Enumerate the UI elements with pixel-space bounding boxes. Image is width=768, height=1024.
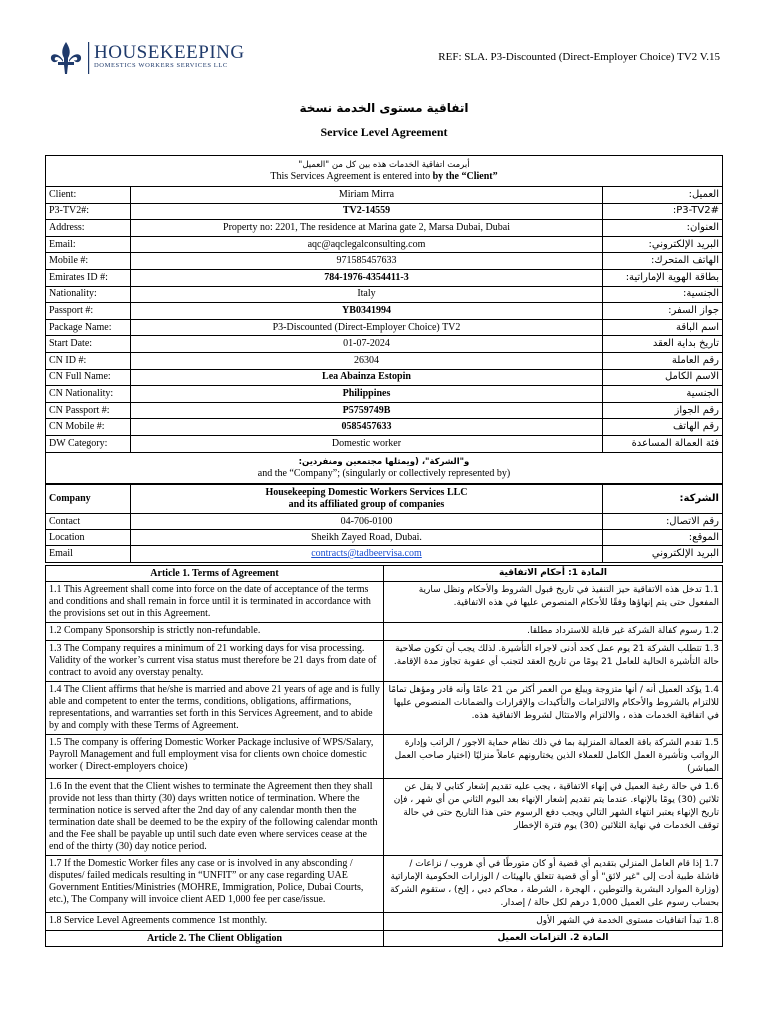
company-detail-row: [46, 530, 723, 546]
company-intro-arabic: و"الشركة"، (ويمثلها مجتمعين ومنفردين:: [298, 456, 470, 467]
field-label-arabic: البريد الإلكتروني:: [603, 236, 723, 253]
field-value: Property no: 2201, The residence at Marina gate 2, Marsa Dubai, Dubai: [131, 220, 603, 237]
company-field-value: [131, 546, 603, 562]
clause-text-arabic: 1.2 رسوم كفالة الشركة غير قابلة للاسترداد مطلقا.: [384, 623, 723, 641]
document-reference: REF: SLA. P3-Discounted (Direct-Employer Choice) TV2 V.15: [438, 51, 720, 63]
field-label-arabic: بطاقة الهوية الإماراتية:: [603, 269, 723, 286]
company-label: Company: [46, 485, 131, 514]
company-intro-english: and the “Company”; (singularly or collectively represented by): [257, 467, 511, 479]
clause-text: 1.6 In the event that the Client wishes to terminate the Agreement then they shall provide not less than thirty (30) days written notice of termination. Where the termination notice is served after the 2nd day of any calendar month then the termination date shall be deemed to be the expiry of the following calendar month and the Fee shall be payable up until such date even where services cease at the end of the thirty (30) day notice period.: [46, 779, 384, 856]
client-detail-row: [46, 435, 723, 452]
client-detail-row: [46, 386, 723, 403]
field-label: CN Mobile #:: [46, 419, 131, 436]
clause-text-arabic: 1.4 يؤكد العميل أنه / أنها متزوجة ويبلغ من العمر أكثر من 21 عامًا وأنه قادر ومؤهل تمامًا للالتزام بالشروط والأحكام والالتزامات والتأكيدات والإقرارات والضمانات المنصوص عليها في اتفاقية الخدمات هذه ، والالتزام والامتثال لشروط الاتفاقية هذه.: [384, 682, 723, 735]
client-detail-row: [46, 269, 723, 286]
field-label-arabic: الجنسية:: [603, 286, 723, 303]
clause-text: 1.1 This Agreement shall come into force on the date of acceptance of the terms and conditions and shall remain in force until it is terminated in accordance with the provisions set out in this Agreement.: [46, 582, 384, 623]
field-label-arabic: العنوان:: [603, 220, 723, 237]
client-detail-row: [46, 369, 723, 386]
company-field-value: Sheikh Zayed Road, Dubai.: [131, 530, 603, 546]
company-name-cell: [131, 485, 603, 514]
field-label: DW Category:: [46, 435, 131, 452]
client-detail-row: [46, 253, 723, 270]
clause-row: [46, 735, 723, 779]
field-label: Client:: [46, 187, 131, 204]
field-label: Emirates ID #:: [46, 269, 131, 286]
field-label-arabic: P3-TV2#:: [603, 203, 723, 220]
field-label: Nationality:: [46, 286, 131, 303]
company-details-table: [45, 484, 723, 563]
clause-row: [46, 682, 723, 735]
title-arabic: اتفاقية مستوى الخدمة نسخة: [299, 101, 469, 115]
client-detail-row: [46, 187, 723, 204]
field-value: aqc@aqclegalconsulting.com: [131, 236, 603, 253]
company-affiliates: and its affiliated group of companies: [288, 499, 445, 510]
company-field-label: Email: [46, 546, 131, 562]
field-label-arabic: الاسم الكامل: [603, 369, 723, 386]
field-value: TV2-14559: [131, 203, 603, 220]
company-field-label: Contact: [46, 514, 131, 530]
field-value: 26304: [131, 352, 603, 369]
field-value: Philippines: [131, 386, 603, 403]
client-detail-row: [46, 236, 723, 253]
field-label-arabic: اسم الباقة: [603, 319, 723, 336]
field-label: CN ID #:: [46, 352, 131, 369]
field-value: P5759749B: [131, 402, 603, 419]
company-email-link[interactable]: contracts@tadbeervisa.com: [311, 547, 422, 559]
clause-text-arabic: 1.6 في حالة رغبة العميل في إنهاء الاتفاقية ، يجب عليه تقديم إشعار كتابي لا يقل عن ثلاثين (30) يومًا بالإنهاء. عندما يتم تقديم إشعار الإنهاء بعد اليوم الثاني من أي شهر ، فإن تاريخ الإنهاء يعتبر انتهاء الشهر التالي ويجب دفع الرسوم حتى هذا التاريخ حتى في حالة توقف الخدمات في نهاية الثلاثين (30) يوم فترة الإخطار: [384, 779, 723, 856]
client-detail-row: [46, 319, 723, 336]
article-2-heading: Article 2. The Client Obligation: [46, 931, 384, 947]
company-field-value: 04-706-0100: [131, 514, 603, 530]
field-value: YB0341994: [131, 303, 603, 320]
clause-text-arabic: 1.3 تتطلب الشركة 21 يوم عمل كحد أدنى لاجراء التأشيرة. لذلك يجب أن تكون صلاحية حالة التأشيرة الحالية للعامل 21 يومًا من تاريخ العقد لتجنب أي عقوبة تجاوز مدة الإقامة.: [384, 641, 723, 682]
field-value: P3-Discounted (Direct-Employer Choice) TV2: [131, 319, 603, 336]
client-detail-row: [46, 336, 723, 353]
field-value: 971585457633: [131, 253, 603, 270]
title-english: Service Level Agreement: [320, 125, 448, 139]
clause-row: [46, 641, 723, 682]
field-label: Email:: [46, 236, 131, 253]
field-label: P3-TV2#:: [46, 203, 131, 220]
logo-subtitle: DOMESTICS WORKERS SERVICES LLC: [94, 62, 228, 69]
field-value: Miriam Mirra: [131, 187, 603, 204]
client-intro-cell: [46, 156, 723, 187]
field-label-arabic: تاريخ بداية العقد: [603, 336, 723, 353]
terms-table: [45, 565, 723, 947]
field-value: Domestic worker: [131, 435, 603, 452]
clause-text-arabic: 1.1 تدخل هذه الاتفاقية حيز التنفيذ في تاريخ قبول الشروط والأحكام وتظل سارية المفعول حتى يتم إنهاؤها وفقًا للأحكام المنصوص عليها في هذه الاتفاقية.: [384, 582, 723, 623]
logo-name: HOUSEKEEPING: [94, 42, 245, 63]
field-value: 784-1976-4354411-3: [131, 269, 603, 286]
client-detail-row: [46, 352, 723, 369]
field-value: Lea Abainza Estopin: [131, 369, 603, 386]
field-label: CN Passport #:: [46, 402, 131, 419]
client-detail-row: [46, 220, 723, 237]
field-value: Italy: [131, 286, 603, 303]
company-field-label-arabic: البريد الإلكتروني: [603, 546, 723, 562]
field-label-arabic: رقم الهاتف: [603, 419, 723, 436]
field-label-arabic: رقم العاملة: [603, 352, 723, 369]
client-intro-text: This Services Agreement is entered into: [270, 171, 433, 182]
client-intro-english: [49, 171, 719, 183]
page-header: [0, 0, 768, 80]
field-value: 0585457633: [131, 419, 603, 436]
clause-text: 1.2 Company Sponsorship is strictly non-refundable.: [46, 623, 384, 641]
fleur-de-lis-icon: [46, 40, 90, 76]
field-label: Passport #:: [46, 303, 131, 320]
company-detail-row: [46, 514, 723, 530]
clause-row: [46, 913, 723, 931]
clause-text: 1.4 The Client affirms that he/she is married and above 21 years of age and is fully able and competent to enter the terms, conditions, obligations, affirmations, representations, and warranties set forth in this Services Agreement, and to abide by and comply with these Terms of Agreement.: [46, 682, 384, 735]
client-details-table: [45, 155, 723, 484]
field-label: CN Full Name:: [46, 369, 131, 386]
clause-row: [46, 623, 723, 641]
company-intro-cell: [46, 452, 723, 483]
clause-text: 1.7 If the Domestic Worker files any case or is involved in any absconding / disputes/ failed medicals resulting in “UNFIT” or any case regarding UAE Government Entities/Ministries (MOHRE, Immigration, Police, Dubai Courts, etc.), The Company will invoice client AED 1,000 fee per case/issue.: [46, 856, 384, 913]
clause-row: [46, 779, 723, 856]
client-intro-bold: by the “Client”: [432, 171, 498, 182]
clause-row: [46, 582, 723, 623]
field-label: Package Name:: [46, 319, 131, 336]
field-label-arabic: العميل:: [603, 187, 723, 204]
clause-text: 1.3 The Company requires a minimum of 21 working days for visa processing. Validity of the worker’s current visa status must therefore be 21 days from date of contract to avoid any overstay penalty.: [46, 641, 384, 682]
clause-text-arabic: 1.7 إذا قام العامل المنزلي بتقديم أي قضية أو كان متورطًا في أي هروب / نزاعات / فاشلة طبية أدت إلى "غير لائق" أو أي قضية تتعلق بالهيئات / الوزارات الحكومية الإماراتية (وزارة الموارد البشرية والتوطين ، الهجرة ، الشرطة ، محاكم دبي ، إلخ) ، ستقوم الشركة بحساب رسوم على العميل 1,000 درهم لكل حالة / إصدار.: [384, 856, 723, 913]
clause-text-arabic: 1.5 تقدم الشركة باقة العمالة المنزلية بما في ذلك نظام حماية الاجور / الراتب وإدارة الرواتب وتأشيرة العمل الكامل للعملاء الذين يختارونهم عاملاً منزليًا (اختيار صاحب العمل المباشر): [384, 735, 723, 779]
field-label: Mobile #:: [46, 253, 131, 270]
field-label-arabic: رقم الجواز: [603, 402, 723, 419]
field-value: 01-07-2024: [131, 336, 603, 353]
company-label-arabic: الشركة:: [603, 485, 723, 514]
client-intro-arabic: أبرمت اتفاقية الخدمات هذه بين كل من "العميل": [298, 160, 470, 170]
company-detail-row: [46, 546, 723, 562]
client-detail-row: [46, 286, 723, 303]
client-detail-row: [46, 303, 723, 320]
company-field-label: Location: [46, 530, 131, 546]
field-label: Start Date:: [46, 336, 131, 353]
clause-text: 1.5 The company is offering Domestic Worker Package inclusive of WPS/Salary, Payroll Management and full employment visa for clients own choice domestic worker ( Direct-employers choice): [46, 735, 384, 779]
company-field-label-arabic: الموقع:: [603, 530, 723, 546]
article-1-heading-arabic: المادة 1: أحكام الاتفاقية: [384, 566, 723, 582]
client-detail-row: [46, 203, 723, 220]
field-label: Address:: [46, 220, 131, 237]
field-label-arabic: جواز السفر:: [603, 303, 723, 320]
article-2-heading-arabic: المادة 2. التزامات العميل: [384, 931, 723, 947]
clause-text: 1.8 Service Level Agreements commence 1st monthly.: [46, 913, 384, 931]
field-label: CN Nationality:: [46, 386, 131, 403]
client-detail-row: [46, 402, 723, 419]
field-label-arabic: الجنسية: [603, 386, 723, 403]
client-detail-row: [46, 419, 723, 436]
company-field-label-arabic: رقم الاتصال:: [603, 514, 723, 530]
field-label-arabic: فئة العمالة المساعدة: [603, 435, 723, 452]
clause-text-arabic: 1.8 تبدأ اتفاقيات مستوى الخدمة في الشهر الأول: [384, 913, 723, 931]
clause-row: [46, 856, 723, 913]
field-label-arabic: الهاتف المتحرك:: [603, 253, 723, 270]
company-logo: [46, 40, 246, 76]
article-1-heading: Article 1. Terms of Agreement: [46, 566, 384, 582]
company-name: Housekeeping Domestic Workers Services LLC: [265, 487, 468, 498]
